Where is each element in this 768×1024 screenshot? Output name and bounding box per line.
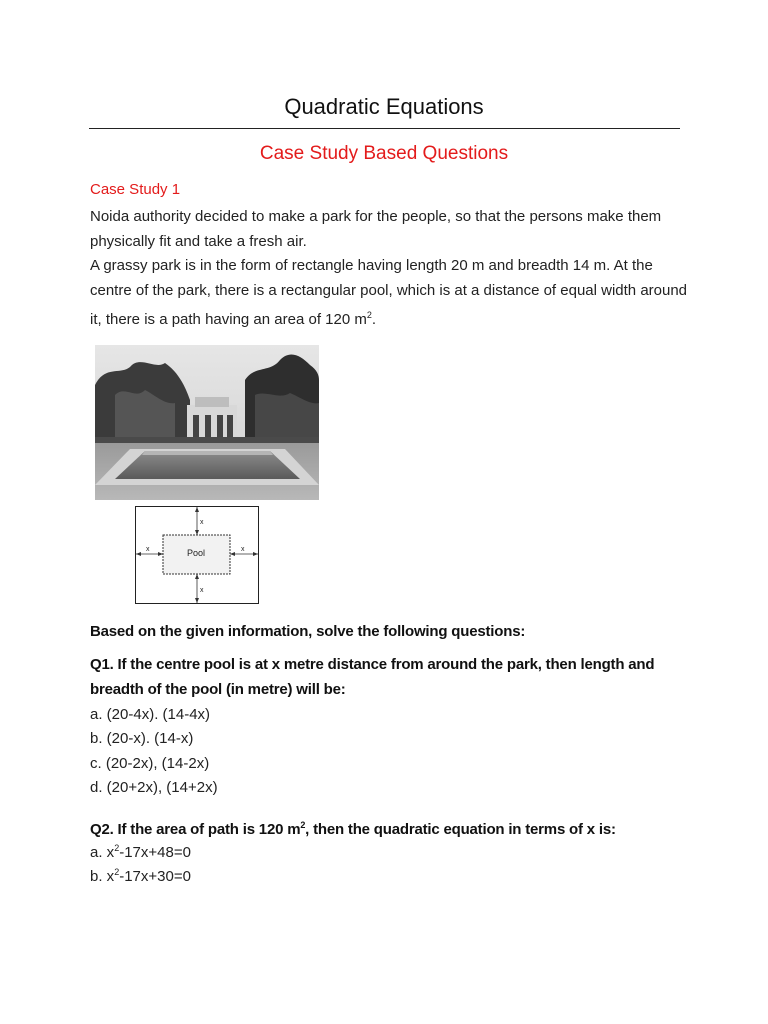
q1-option-d: d. (20+2x), (14+2x) <box>90 779 218 796</box>
q2-option-b <box>90 862 191 887</box>
title-divider <box>89 128 680 129</box>
description-superscript: 2 <box>366 310 372 320</box>
q1-option-b: b. (20-x). (14-x) <box>90 730 194 747</box>
pool-label: Pool <box>187 548 206 558</box>
question-2-text: Q2. If the area of path is 120 m <box>90 821 301 838</box>
description-end: . <box>371 311 377 328</box>
case-study-label: Case Study 1 <box>90 181 181 198</box>
intro-paragraph: Noida authority decided to make a park for the people, so that the persons make them physically fit and take a fresh air. <box>90 208 662 250</box>
q1-option-a: a. (20-4x). (14-4x) <box>90 706 211 723</box>
q2-option-b-prefix: b. x <box>90 868 115 885</box>
x-label-top: x <box>200 519 204 526</box>
x-label-left: x <box>146 546 150 553</box>
q2-option-a-rest: -17x+48=0 <box>119 844 191 861</box>
section-subtitle: Case Study Based Questions <box>259 143 509 164</box>
instruction-text: Based on the given information, solve the following questions: <box>90 623 526 640</box>
pool-diagram <box>135 506 259 604</box>
x-label-right: x <box>241 546 245 553</box>
park-pool-photo <box>95 345 319 500</box>
q2-option-b-rest: -17x+30=0 <box>119 868 191 885</box>
q2-option-a-prefix: a. x <box>90 844 115 861</box>
question-2-superscript: 2 <box>300 820 306 830</box>
question-2-text-end: , then the quadratic equation in terms of x is: <box>305 821 616 838</box>
q1-option-c: c. (20-2x), (14-2x) <box>90 755 210 772</box>
q2-option-b-superscript: 2 <box>114 867 120 877</box>
q2-option-a-superscript: 2 <box>114 843 120 853</box>
description-paragraph <box>90 254 690 333</box>
description-text: A grassy park is in the form of rectangle having length 20 m and breadth 14 m. At the centre of the park, there is a rectangular pool, which is at a distance of equal width around it, there is a path having an area of 120 m <box>90 257 688 328</box>
x-label-bottom: x <box>200 587 204 594</box>
q2-option-a <box>90 838 191 863</box>
question-1: Q1. If the centre pool is at x metre distance from around the park, then length and breadth of the pool (in metre) will be: <box>90 656 655 698</box>
page-title: Quadratic Equations <box>284 94 484 119</box>
